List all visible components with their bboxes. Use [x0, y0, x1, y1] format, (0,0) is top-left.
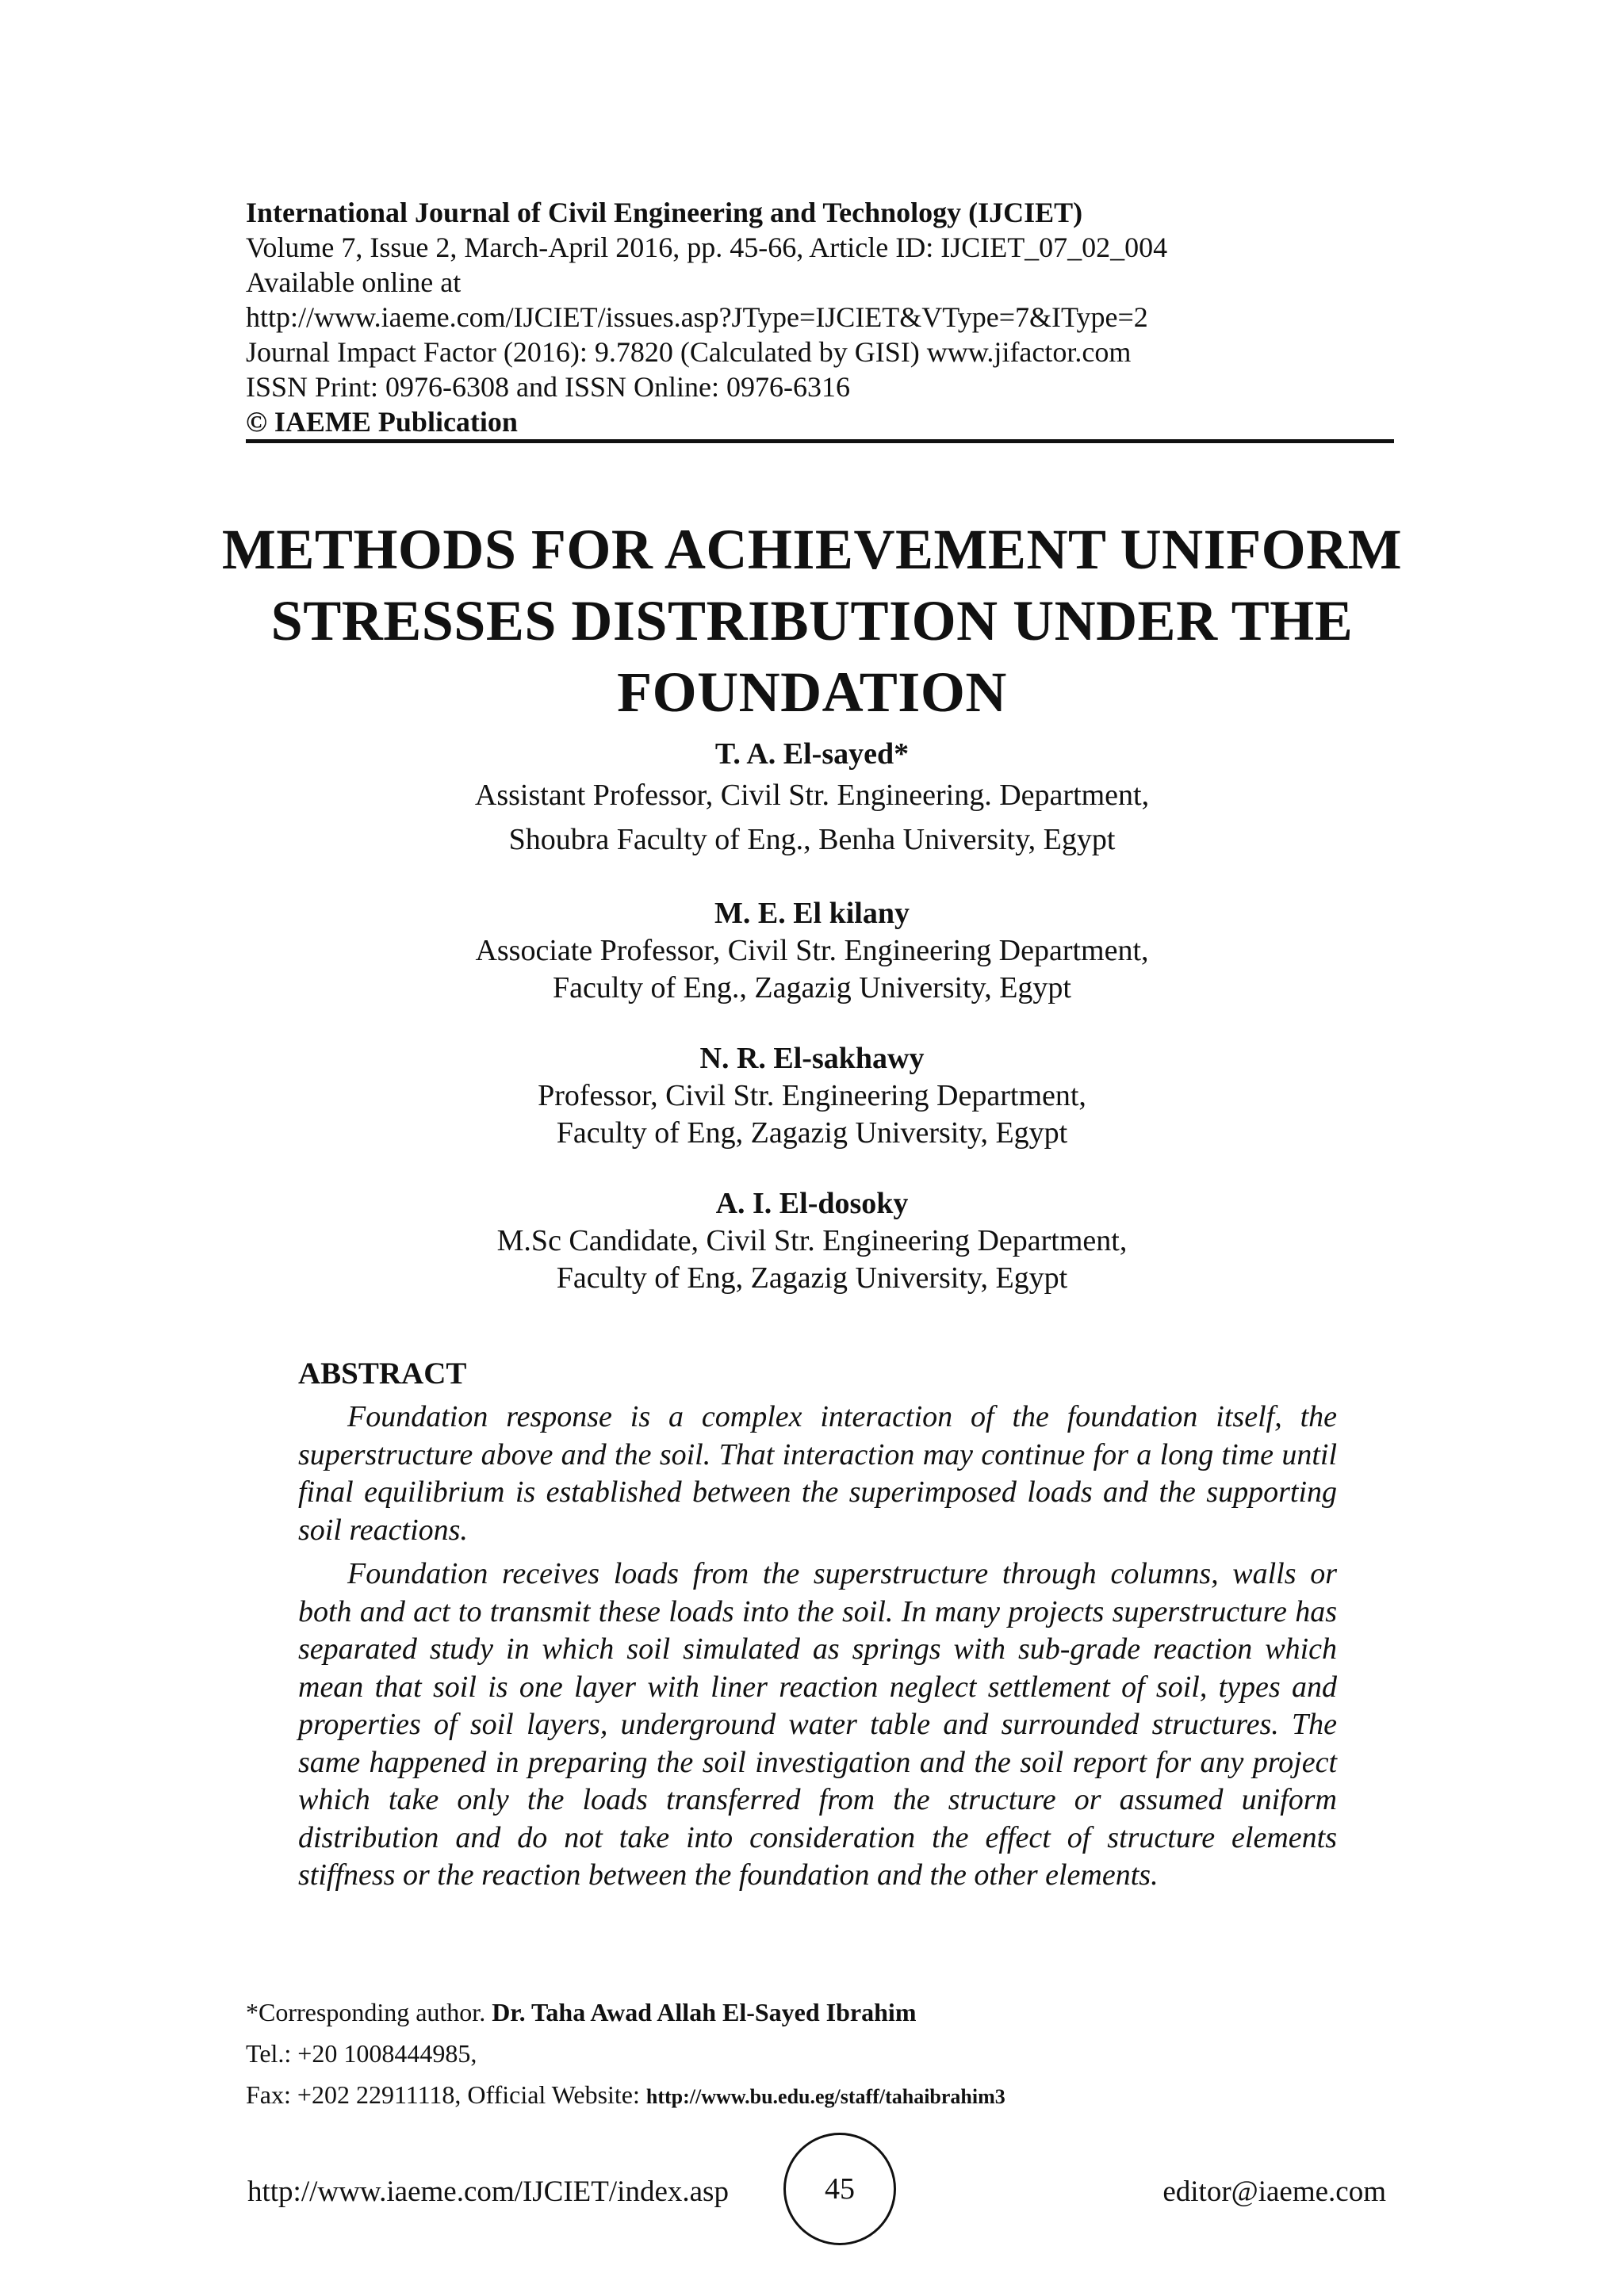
corresponding-author-line [246, 1992, 1435, 2033]
author-name: N. R. El-sakhawy [699, 1042, 925, 1075]
corresponding-name: Dr. Taha Awad Allah El-Sayed Ibrahim [492, 1998, 917, 2026]
author-block [0, 1040, 1624, 1152]
title-line-2: STRESSES DISTRIBUTION UNDER THE [270, 589, 1354, 652]
footer-journal-url[interactable]: http://www.iaeme.com/IJCIET/index.asp [247, 2175, 729, 2208]
volume-line: Volume 7, Issue 2, March-April 2016, pp. 45-66, Article ID: IJCIET_07_02_004 [246, 232, 1168, 263]
author-affiliation: Faculty of Eng., Zagazig University, Egypt [553, 971, 1071, 1004]
corresponding-label: *Corresponding author. [246, 1998, 486, 2026]
title-line-3: FOUNDATION [617, 660, 1007, 724]
page-number-text: 45 [825, 2172, 855, 2206]
author-affiliation: Associate Professor, Civil Str. Engineering Department, [475, 934, 1149, 967]
abstract-paragraph: Foundation receives loads from the superstructure through columns, walls or both and act to transmit these loads into the soil. In many projects superstructure has separated study in which soil simulated as springs with sub-grade reaction which mean that soil is one layer with liner reaction neglect settlement of soil, types and properties of soil layers, underground water table and surrounded structures. The same happened in preparing the soil investigation and the soil report for any project which take only the loads transferred from the structure or assumed uniform distribution and do not take into consideration the effect of structure elements stiffness or the reaction between the foundation and the other elements. [298, 1557, 1337, 1892]
author-block [0, 1185, 1624, 1297]
journal-header [246, 195, 1396, 439]
page-number [783, 2133, 896, 2245]
abstract-section [298, 1354, 1337, 1901]
issue-url[interactable]: http://www.iaeme.com/IJCIET/issues.asp?JType=IJCIET&VType=7&IType=2 [246, 301, 1148, 333]
copyright-line: © IAEME Publication [246, 406, 518, 438]
official-website-link[interactable]: http://www.bu.edu.eg/staff/tahaibrahim3 [645, 2085, 1005, 2108]
author-name: M. E. El kilany [714, 897, 910, 930]
abstract-paragraph: Foundation response is a complex interaction of the foundation itself, the superstructure above and the soil. That interaction may continue for a long time until final equilibrium is established between the superimposed loads and the supporting soil reactions. [298, 1400, 1337, 1547]
header-divider [246, 439, 1394, 443]
author-affiliation: M.Sc Candidate, Civil Str. Engineering Department, [496, 1224, 1128, 1257]
telephone-line: Tel.: +20 1008444985, [246, 2039, 477, 2068]
journal-title: International Journal of Civil Engineering and Technology (IJCIET) [246, 197, 1083, 228]
author-affiliation: Assistant Professor, Civil Str. Engineering. Department, [474, 779, 1150, 812]
author-list [0, 736, 1624, 1330]
fax-website-line [246, 2074, 1435, 2118]
available-online-line: Available online at [246, 266, 462, 298]
author-affiliation: Professor, Civil Str. Engineering Department, [538, 1079, 1086, 1112]
author-block [0, 895, 1624, 1007]
issn-line: ISSN Print: 0976-6308 and ISSN Online: 0976-6316 [246, 371, 851, 403]
corresponding-author-note [246, 1992, 1435, 2118]
author-block [0, 736, 1624, 862]
author-affiliation: Faculty of Eng, Zagazig University, Egypt [556, 1116, 1068, 1150]
footer-editor-email[interactable]: editor@iaeme.com [1162, 2175, 1386, 2208]
title-line-1: METHODS FOR ACHIEVEMENT UNIFORM [221, 518, 1403, 581]
impact-factor-line: Journal Impact Factor (2016): 9.7820 (Calculated by GISI) www.jifactor.com [246, 336, 1132, 368]
fax-label: Fax: +202 22911118, Official Website: [246, 2080, 640, 2109]
paper-title [0, 514, 1624, 728]
author-affiliation: Shoubra Faculty of Eng., Benha University, Egypt [508, 823, 1116, 856]
author-affiliation: Faculty of Eng, Zagazig University, Egypt [556, 1261, 1068, 1295]
author-name: T. A. El-sayed* [714, 737, 910, 771]
author-name: A. I. El-dosoky [715, 1187, 909, 1220]
abstract-heading: ABSTRACT [298, 1357, 467, 1391]
